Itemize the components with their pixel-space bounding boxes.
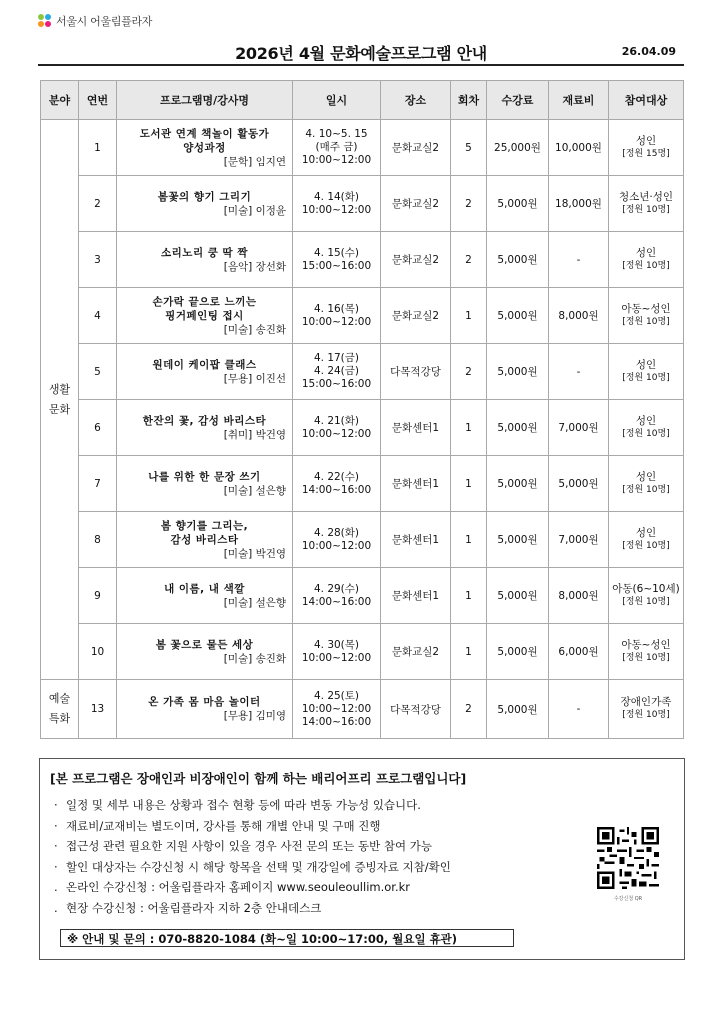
program-name: 핑거페인팅 접시 — [165, 309, 244, 322]
notice-text: 재료비/교재비는 별도이며, 강사를 통해 개별 안내 및 구매 진행 — [66, 818, 381, 833]
bullet: · — [54, 798, 58, 812]
capacity-label: [정원 10명] — [622, 710, 670, 720]
material-cell: 8,000원 — [549, 568, 609, 624]
table-row — [41, 624, 684, 680]
sessions-cell: 2 — [451, 344, 487, 400]
capacity-label: [정원 10명] — [622, 260, 670, 271]
program-cell — [117, 176, 293, 232]
notice-text: 접근성 관련 필요한 지원 사항이 있을 경우 사전 문의 또는 동반 참여 가능 — [66, 839, 433, 853]
title-bar — [38, 38, 684, 66]
capacity-label: [정원 10명] — [622, 484, 670, 495]
program-cell — [117, 120, 293, 176]
sessions-cell: 1 — [451, 624, 487, 680]
schedule-line: 10:00~12:00 — [301, 315, 372, 328]
target-label: 성인 — [635, 470, 657, 483]
fee-cell: 5,000원 — [487, 456, 549, 512]
place-cell: 다목적강당 — [381, 344, 451, 400]
schedule-line: 15:00~16:00 — [301, 259, 372, 272]
target-label: 성인 — [635, 414, 657, 427]
row-number: 3 — [79, 232, 117, 288]
notice-list — [54, 795, 451, 918]
row-number: 2 — [79, 176, 117, 232]
schedule-line: 4. 29(수) — [313, 582, 360, 595]
schedule-line: 4. 16(목) — [313, 302, 360, 315]
table-row — [41, 120, 684, 176]
schedule-line: 4. 25(토) — [313, 689, 360, 702]
target-cell — [609, 568, 684, 624]
row-number: 13 — [79, 680, 117, 739]
schedule-line: 4. 21(화) — [313, 414, 360, 427]
target-cell — [609, 120, 684, 176]
instructor-name: [미술] 송진화 — [223, 652, 286, 665]
table-row — [41, 512, 684, 568]
instructor-name: [미술] 설은향 — [223, 596, 286, 609]
program-name: 온 가족 몸 마음 놀이터 — [148, 696, 261, 708]
place-cell: 문화교실2 — [381, 288, 451, 344]
place-cell: 문화교실2 — [381, 176, 451, 232]
row-number: 4 — [79, 288, 117, 344]
table-row — [41, 456, 684, 512]
schedule-line: 10:00~12:00 — [301, 539, 372, 552]
target-cell — [609, 512, 684, 568]
material-cell: 8,000원 — [549, 288, 609, 344]
program-cell — [117, 232, 293, 288]
row-number: 8 — [79, 512, 117, 568]
schedule-line: 10:00~12:00 — [301, 651, 372, 664]
table-row — [41, 232, 684, 288]
instructor-name: [미술] 이정윤 — [223, 204, 286, 217]
bullet: · — [54, 839, 58, 853]
target-cell — [609, 344, 684, 400]
capacity-label: [정원 10명] — [622, 540, 670, 551]
sessions-cell: 1 — [451, 400, 487, 456]
bullet: · — [54, 818, 58, 833]
issue-date: 26.04.09 — [621, 45, 676, 58]
place-cell: 문화센터1 — [381, 400, 451, 456]
schedule-cell — [293, 680, 381, 739]
instructor-name: [무용] 이진선 — [223, 372, 286, 385]
schedule-cell — [293, 568, 381, 624]
category-cell: 생활 문화 — [41, 120, 79, 680]
target-label: 성인 — [635, 526, 657, 539]
place-cell: 문화센터1 — [381, 568, 451, 624]
row-number: 5 — [79, 344, 117, 400]
schedule-cell — [293, 232, 381, 288]
schedule-line: 4. 22(수) — [313, 470, 360, 483]
material-cell: - — [549, 344, 609, 400]
place-cell: 문화교실2 — [381, 624, 451, 680]
schedule-line: (매주 금) — [315, 141, 358, 153]
contact-info: ※ 안내 및 문의 : 070-8820-1084 (화~일 10:00~17:00, 월요일 휴관) — [60, 929, 514, 947]
brand-logo — [38, 13, 152, 29]
schedule-line: 4. 15(수) — [313, 246, 360, 259]
target-cell — [609, 680, 684, 739]
schedule-line: 4. 17(금) — [313, 352, 360, 364]
material-cell: 5,000원 — [549, 456, 609, 512]
sessions-cell: 1 — [451, 512, 487, 568]
notice-item — [54, 877, 451, 898]
column-header: 회차 — [451, 81, 487, 120]
capacity-label: [정원 10명] — [622, 372, 670, 383]
sessions-cell: 1 — [451, 456, 487, 512]
target-label: 장애인가족 — [620, 696, 672, 708]
schedule-line: 4. 14(화) — [313, 190, 360, 203]
bullet: . — [54, 900, 58, 915]
place-cell: 문화센터1 — [381, 512, 451, 568]
program-cell — [117, 288, 293, 344]
column-header: 프로그램명/강사명 — [117, 81, 293, 120]
sessions-cell: 1 — [451, 288, 487, 344]
schedule-cell — [293, 176, 381, 232]
capacity-label: [정원 10명] — [622, 204, 670, 215]
target-label: 성인 — [635, 134, 657, 147]
fee-cell: 5,000원 — [487, 176, 549, 232]
program-table — [40, 80, 684, 739]
column-header: 분야 — [41, 81, 79, 120]
place-cell: 문화센터1 — [381, 456, 451, 512]
row-number: 7 — [79, 456, 117, 512]
bullet: · — [54, 859, 58, 874]
schedule-line: 10:00~12:00 — [301, 154, 372, 166]
bullet: . — [54, 880, 58, 894]
notice-item — [54, 857, 451, 878]
instructor-name: [취미] 박건영 — [223, 428, 286, 441]
target-cell — [609, 232, 684, 288]
row-number: 1 — [79, 120, 117, 176]
material-cell: - — [549, 232, 609, 288]
program-cell — [117, 456, 293, 512]
notice-item — [54, 836, 451, 857]
schedule-line: 14:00~16:00 — [301, 483, 372, 496]
column-header: 연번 — [79, 81, 117, 120]
table-row — [41, 568, 684, 624]
program-cell — [117, 624, 293, 680]
capacity-label: [정원 10명] — [622, 428, 670, 439]
program-name: 감성 바리스타 — [170, 533, 239, 546]
instructor-name: [무용] 김미영 — [223, 710, 286, 722]
page-title: 2026년 4월 문화예술프로그램 안내 — [235, 44, 487, 63]
row-number: 10 — [79, 624, 117, 680]
program-name: 손가락 끝으로 느끼는 — [152, 295, 257, 308]
material-cell: - — [549, 680, 609, 739]
logo-icon — [38, 14, 52, 28]
program-cell — [117, 680, 293, 739]
material-cell: 10,000원 — [549, 120, 609, 176]
place-cell: 문화교실2 — [381, 120, 451, 176]
target-label: 아동(6~10세) — [612, 582, 680, 595]
table-row — [41, 680, 684, 739]
fee-cell: 25,000원 — [487, 120, 549, 176]
schedule-cell — [293, 512, 381, 568]
target-cell — [609, 400, 684, 456]
schedule-line: 4. 28(화) — [313, 526, 360, 539]
program-name: 소리노리 쿵 딱 짝 — [161, 246, 248, 259]
program-name: 나를 위한 한 문장 쓰기 — [148, 470, 261, 483]
sessions-cell: 5 — [451, 120, 487, 176]
fee-cell: 5,000원 — [487, 232, 549, 288]
schedule-line: 4. 10~5. 15 — [305, 128, 368, 140]
schedule-cell — [293, 624, 381, 680]
program-name: 봄 향기를 그리는, — [160, 519, 249, 532]
sessions-cell: 2 — [451, 232, 487, 288]
target-cell — [609, 456, 684, 512]
instructor-name: [미술] 박건영 — [223, 547, 286, 560]
table-row — [41, 344, 684, 400]
target-label: 성인 — [635, 246, 657, 259]
table-header-row — [41, 81, 684, 120]
instructor-name: [음악] 장선화 — [223, 260, 286, 273]
target-label: 성인 — [635, 358, 657, 371]
schedule-cell — [293, 400, 381, 456]
column-header: 장소 — [381, 81, 451, 120]
schedule-line: 10:00~12:00 — [301, 702, 372, 715]
instructor-name: [미술] 설은향 — [223, 484, 286, 497]
schedule-cell — [293, 456, 381, 512]
capacity-label: [정원 10명] — [622, 596, 670, 607]
schedule-cell — [293, 344, 381, 400]
notice-heading: [본 프로그램은 장애인과 비장애인이 함께 하는 배리어프리 프로그램입니다] — [50, 771, 467, 786]
program-cell — [117, 568, 293, 624]
table-row — [41, 288, 684, 344]
fee-cell: 5,000원 — [487, 568, 549, 624]
row-number: 6 — [79, 400, 117, 456]
material-cell: 6,000원 — [549, 624, 609, 680]
schedule-cell — [293, 120, 381, 176]
notice-text: 현장 수강신청 : 어울림플라자 지하 2층 안내데스크 — [66, 900, 322, 915]
capacity-label: [정원 15명] — [622, 148, 670, 159]
row-number: 9 — [79, 568, 117, 624]
notice-text[interactable]: 온라인 수강신청 : 어울림플라자 홈페이지 www.seouleoullim.or.kr — [66, 880, 410, 894]
table-row — [41, 176, 684, 232]
column-header: 수강료 — [487, 81, 549, 120]
place-cell: 문화교실2 — [381, 232, 451, 288]
brand-name: 서울시 어울림플라자 — [56, 15, 153, 28]
column-header: 참여대상 — [609, 81, 684, 120]
program-name: 도서관 연계 책놀이 활동가 — [139, 127, 270, 140]
program-cell — [117, 512, 293, 568]
schedule-line: 4. 30(목) — [313, 638, 360, 651]
qr-caption: 수강신청 QR — [613, 896, 643, 902]
schedule-line: 15:00~16:00 — [301, 378, 372, 390]
capacity-label: [정원 10명] — [622, 316, 670, 327]
notice-box — [39, 758, 685, 960]
material-cell: 7,000원 — [549, 512, 609, 568]
schedule-line: 14:00~16:00 — [301, 595, 372, 608]
notice-text: 일정 및 세부 내용은 상황과 접수 현황 등에 따라 변동 가능성 있습니다. — [66, 798, 421, 812]
material-cell: 18,000원 — [549, 176, 609, 232]
sessions-cell: 1 — [451, 568, 487, 624]
program-name: 봄꽃의 향기 그리기 — [157, 190, 252, 203]
place-cell: 다목적강당 — [381, 680, 451, 739]
capacity-label: [정원 10명] — [622, 652, 670, 663]
target-label: 아동~성인 — [621, 302, 671, 315]
column-header: 재료비 — [549, 81, 609, 120]
column-header: 일시 — [293, 81, 381, 120]
material-cell: 7,000원 — [549, 400, 609, 456]
fee-cell: 5,000원 — [487, 512, 549, 568]
fee-cell: 5,000원 — [487, 344, 549, 400]
instructor-name: [미술] 송진화 — [223, 323, 286, 336]
sessions-cell: 2 — [451, 680, 487, 739]
table-row — [41, 400, 684, 456]
target-cell — [609, 288, 684, 344]
target-label: 청소년·성인 — [618, 190, 674, 203]
fee-cell: 5,000원 — [487, 680, 549, 739]
schedule-line: 14:00~16:00 — [301, 715, 372, 728]
program-name: 한잔의 꽃, 감성 바리스타 — [142, 414, 267, 427]
program-name: 내 이름, 내 색깔 — [164, 582, 245, 595]
fee-cell: 5,000원 — [487, 288, 549, 344]
sessions-cell: 2 — [451, 176, 487, 232]
schedule-cell — [293, 288, 381, 344]
notice-item — [54, 898, 451, 919]
qr-code-icon[interactable] — [597, 827, 659, 889]
program-cell — [117, 344, 293, 400]
program-name: 양성과정 — [183, 141, 226, 154]
notice-text: 할인 대상자는 수강신청 시 해당 항목을 선택 및 개강일에 증빙자료 지참/확인 — [66, 859, 451, 874]
program-name: 봄 꽃으로 물든 세상 — [155, 638, 254, 651]
fee-cell: 5,000원 — [487, 400, 549, 456]
schedule-line: 10:00~12:00 — [301, 203, 372, 216]
program-name: 원데이 케이팝 클래스 — [152, 358, 257, 371]
schedule-line: 4. 24(금) — [313, 365, 360, 377]
schedule-line: 10:00~12:00 — [301, 427, 372, 440]
instructor-name: [문학] 임지연 — [223, 155, 286, 168]
target-label: 아동~성인 — [621, 638, 671, 651]
program-cell — [117, 400, 293, 456]
notice-item — [54, 795, 451, 816]
target-cell — [609, 176, 684, 232]
notice-item — [54, 816, 451, 837]
category-cell: 예술 특화 — [41, 680, 79, 739]
target-cell — [609, 624, 684, 680]
fee-cell: 5,000원 — [487, 624, 549, 680]
